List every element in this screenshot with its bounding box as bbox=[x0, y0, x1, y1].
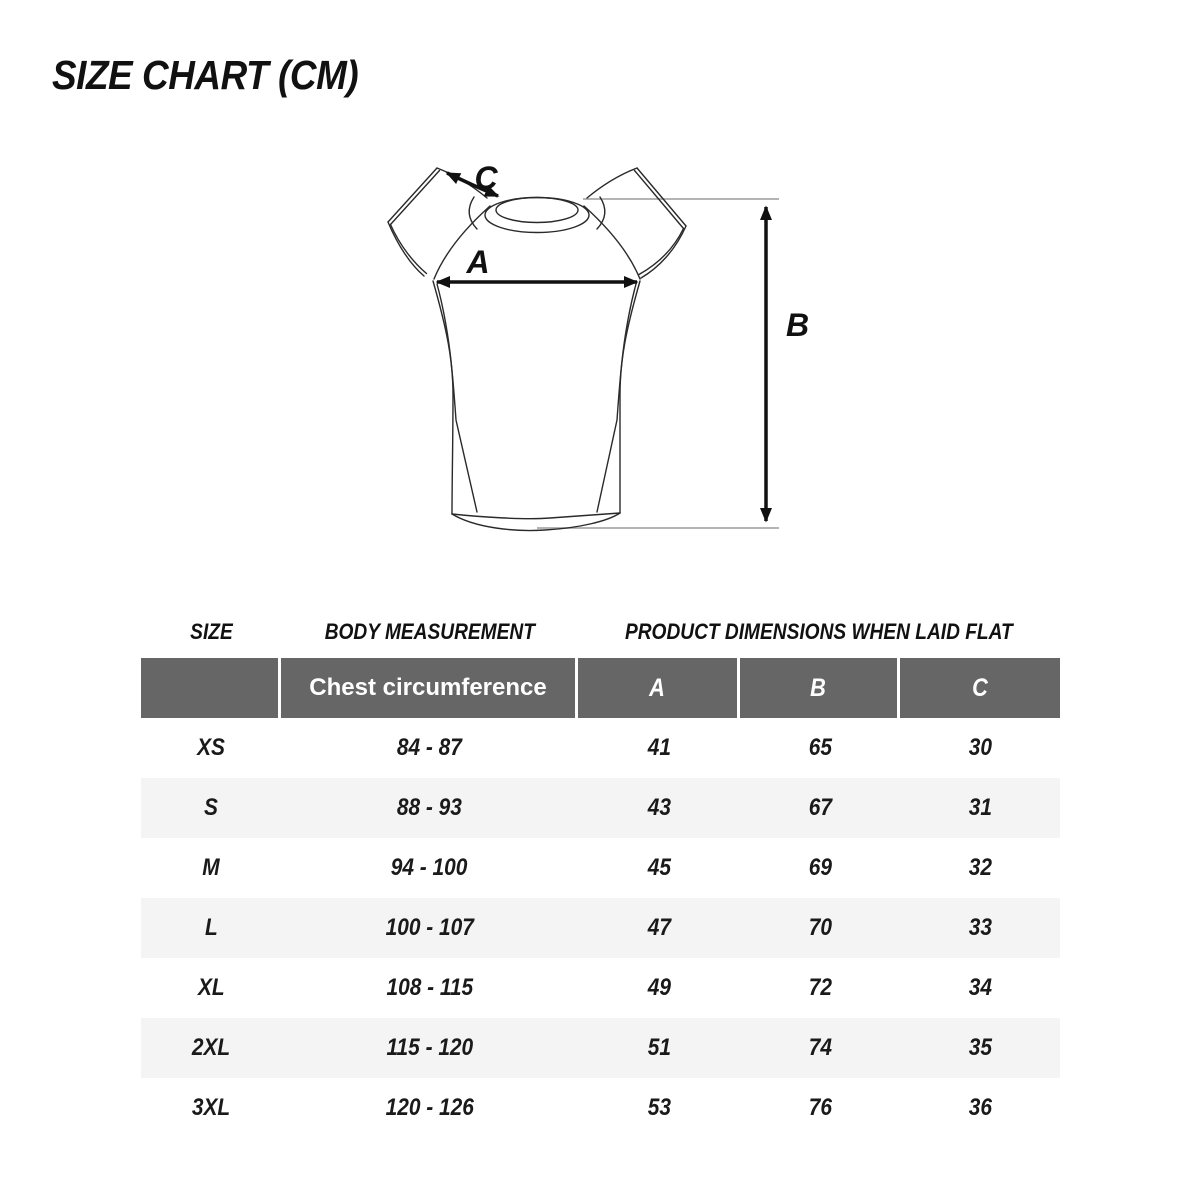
cell-b: 69 bbox=[740, 838, 900, 898]
table-row-l bbox=[141, 898, 1060, 958]
dimension-label-c: C bbox=[474, 160, 498, 196]
cell-c: 30 bbox=[900, 718, 1060, 778]
cell-a: 53 bbox=[578, 1078, 740, 1138]
table-row-xs bbox=[141, 718, 1060, 778]
measurement-arrows bbox=[437, 173, 766, 521]
cell-size: XS bbox=[141, 718, 281, 778]
cell-chest: 94 - 100 bbox=[281, 838, 578, 898]
cell-b: 70 bbox=[740, 898, 900, 958]
cell-a: 45 bbox=[578, 838, 740, 898]
subheader-chest-circumference: Chest circumference bbox=[281, 658, 578, 718]
table-row-xl bbox=[141, 958, 1060, 1018]
dimension-label-b: B bbox=[786, 307, 810, 343]
cell-b: 74 bbox=[740, 1018, 900, 1078]
cell-c: 31 bbox=[900, 778, 1060, 838]
cell-chest: 88 - 93 bbox=[281, 778, 578, 838]
subheader-c: C bbox=[900, 658, 1060, 718]
cell-b: 67 bbox=[740, 778, 900, 838]
cell-chest: 84 - 87 bbox=[281, 718, 578, 778]
cell-b: 72 bbox=[740, 958, 900, 1018]
cell-chest: 115 - 120 bbox=[281, 1018, 578, 1078]
page-title bbox=[52, 52, 392, 99]
table-subheader-row bbox=[141, 658, 1060, 718]
subheader-a: A bbox=[578, 658, 740, 718]
cell-size: L bbox=[141, 898, 281, 958]
table-row-2xl bbox=[141, 1018, 1060, 1078]
subheader-empty-cell bbox=[141, 658, 281, 718]
table-row-s bbox=[141, 778, 1060, 838]
column-label-product-dimensions: PRODUCT DIMENSIONS WHEN LAID FLAT bbox=[625, 618, 1013, 644]
cell-a: 43 bbox=[578, 778, 740, 838]
cell-chest: 108 - 115 bbox=[281, 958, 578, 1018]
subheader-b: B bbox=[740, 658, 900, 718]
cell-c: 33 bbox=[900, 898, 1060, 958]
table-column-group-labels bbox=[141, 605, 1060, 658]
dimension-label-a: A bbox=[466, 244, 490, 280]
cell-a: 51 bbox=[578, 1018, 740, 1078]
column-label-body-measurement: BODY MEASUREMENT bbox=[324, 618, 535, 644]
cell-c: 35 bbox=[900, 1018, 1060, 1078]
cell-size: 3XL bbox=[141, 1078, 281, 1138]
cell-b: 65 bbox=[740, 718, 900, 778]
tshirt-measurement-diagram bbox=[320, 140, 860, 570]
cell-c: 34 bbox=[900, 958, 1060, 1018]
size-table bbox=[141, 605, 1060, 1138]
cell-c: 32 bbox=[900, 838, 1060, 898]
cell-c: 36 bbox=[900, 1078, 1060, 1138]
cell-chest: 120 - 126 bbox=[281, 1078, 578, 1138]
cell-size: S bbox=[141, 778, 281, 838]
cell-chest: 100 - 107 bbox=[281, 898, 578, 958]
table-row-3xl bbox=[141, 1078, 1060, 1138]
b-extension-lines bbox=[537, 199, 779, 528]
cell-size: 2XL bbox=[141, 1018, 281, 1078]
table-row-m bbox=[141, 838, 1060, 898]
cell-size: M bbox=[141, 838, 281, 898]
page-title-text: SIZE CHART (CM) bbox=[52, 52, 359, 98]
tshirt-outline bbox=[388, 168, 686, 530]
cell-b: 76 bbox=[740, 1078, 900, 1138]
column-label-size: SIZE bbox=[189, 618, 233, 644]
cell-a: 47 bbox=[578, 898, 740, 958]
cell-a: 41 bbox=[578, 718, 740, 778]
cell-a: 49 bbox=[578, 958, 740, 1018]
cell-size: XL bbox=[141, 958, 281, 1018]
